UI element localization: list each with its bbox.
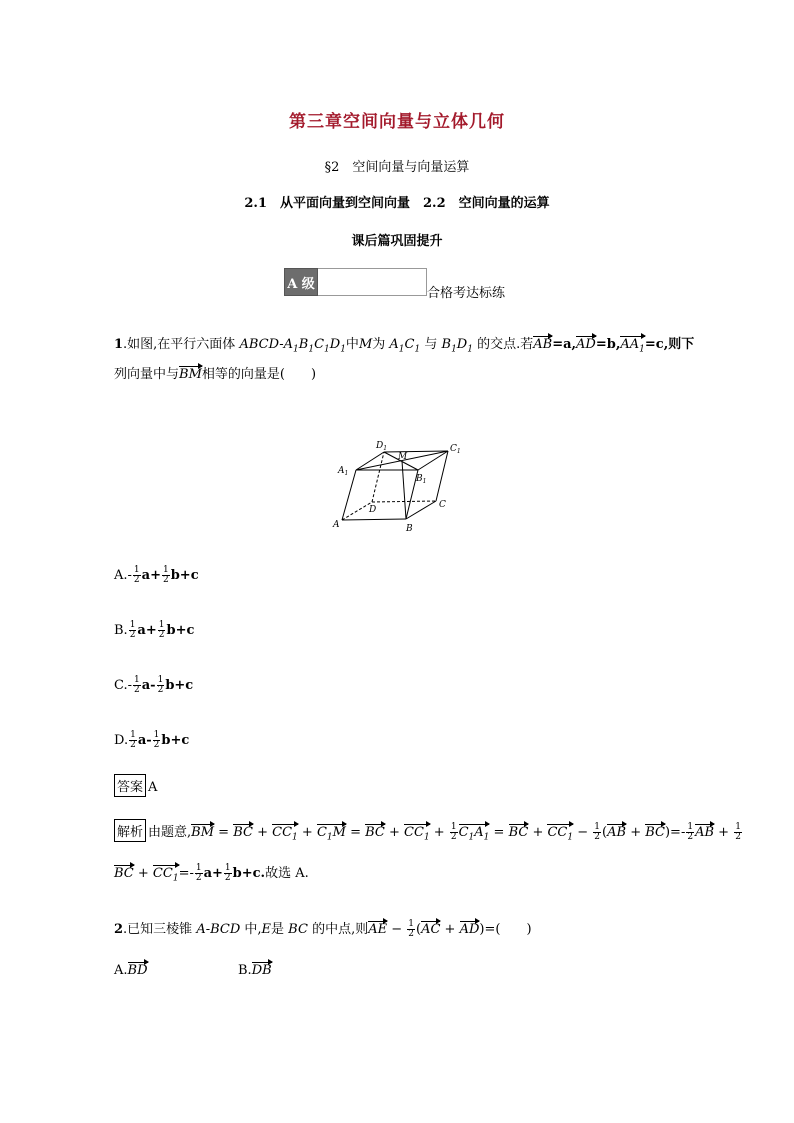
level-badge: A 级	[284, 268, 318, 296]
label-D1: $D_1$	[376, 441, 388, 452]
label-A: A	[333, 520, 340, 530]
solution-line-2: BC + $CC_1=-$ $\frac{1}{2}$ a+ $\frac{1}{2}$ b+c.故选 A.	[114, 863, 309, 884]
option-d[interactable]: D. $\frac{1}{2}$ a- $\frac{1}{2}$ b+c	[114, 730, 190, 750]
question-2-option-a[interactable]: A.BD	[114, 963, 148, 978]
solution-line-1: 解析 由题意,BM = BC + $CC_1 + C_1M$ = BC + $CC_1$ + $\frac{1}{2}$ $C_1A_1$ = BC + $CC_1$ − $\frac{1}{2}$ (AB + BC)=- $\frac{1}{2}$ AB + $\frac{1}{2}$	[114, 819, 743, 843]
label-B: B	[406, 524, 413, 534]
question-2-option-b[interactable]: B.DB	[238, 963, 272, 978]
label-D: D	[369, 505, 377, 515]
level-text: 合格考达标练	[427, 286, 506, 301]
label-C: C	[439, 500, 446, 510]
question-1-line-1: 1.如图,在平行六面体 ABCD-$A_1B_1C_1D_1$中M为 $A_1C_1$ 与 $B_1D_1$ 的交点.若$AB=a,AD=b,AA_1=c$,则下	[114, 337, 695, 355]
question-2: 2.已知三棱锥 A-BCD 中,E是 BC 的中点,则AE − $\frac{1}{2}$ (AC + AD)=( )	[114, 919, 532, 939]
answer-row	[114, 774, 157, 797]
solution-tag: 解析	[114, 819, 146, 842]
section-title: §2 空间向量与向量运算	[324, 160, 470, 175]
level-box	[318, 268, 427, 296]
question-number: 1	[114, 337, 124, 352]
label-A1: $A_1$	[338, 466, 349, 477]
option-a[interactable]: A.- $\frac{1}{2}$ a+ $\frac{1}{2}$ b+c	[114, 565, 199, 585]
label-M: M	[398, 452, 408, 462]
practice-title: 课后篇巩固提升	[351, 234, 443, 249]
chapter-title: 第三章空间向量与立体几何	[289, 112, 505, 132]
label-B1: $B_1$	[416, 474, 427, 485]
question-1-line-2: 列向量中与BM相等的向量是( )	[114, 367, 317, 382]
answer-value: A	[148, 780, 158, 795]
answer-tag: 答案	[114, 774, 146, 797]
label-C1: $C_1$	[450, 444, 461, 455]
sub-title: 2.1 从平面向量到空间向量 2.2 空间向量的运算	[244, 196, 550, 211]
option-c[interactable]: C.- $\frac{1}{2}$ a- $\frac{1}{2}$ b+c	[114, 675, 194, 695]
parallelepiped-figure	[326, 435, 466, 535]
option-b[interactable]: B. $\frac{1}{2}$ a+ $\frac{1}{2}$ b+c	[114, 620, 195, 640]
